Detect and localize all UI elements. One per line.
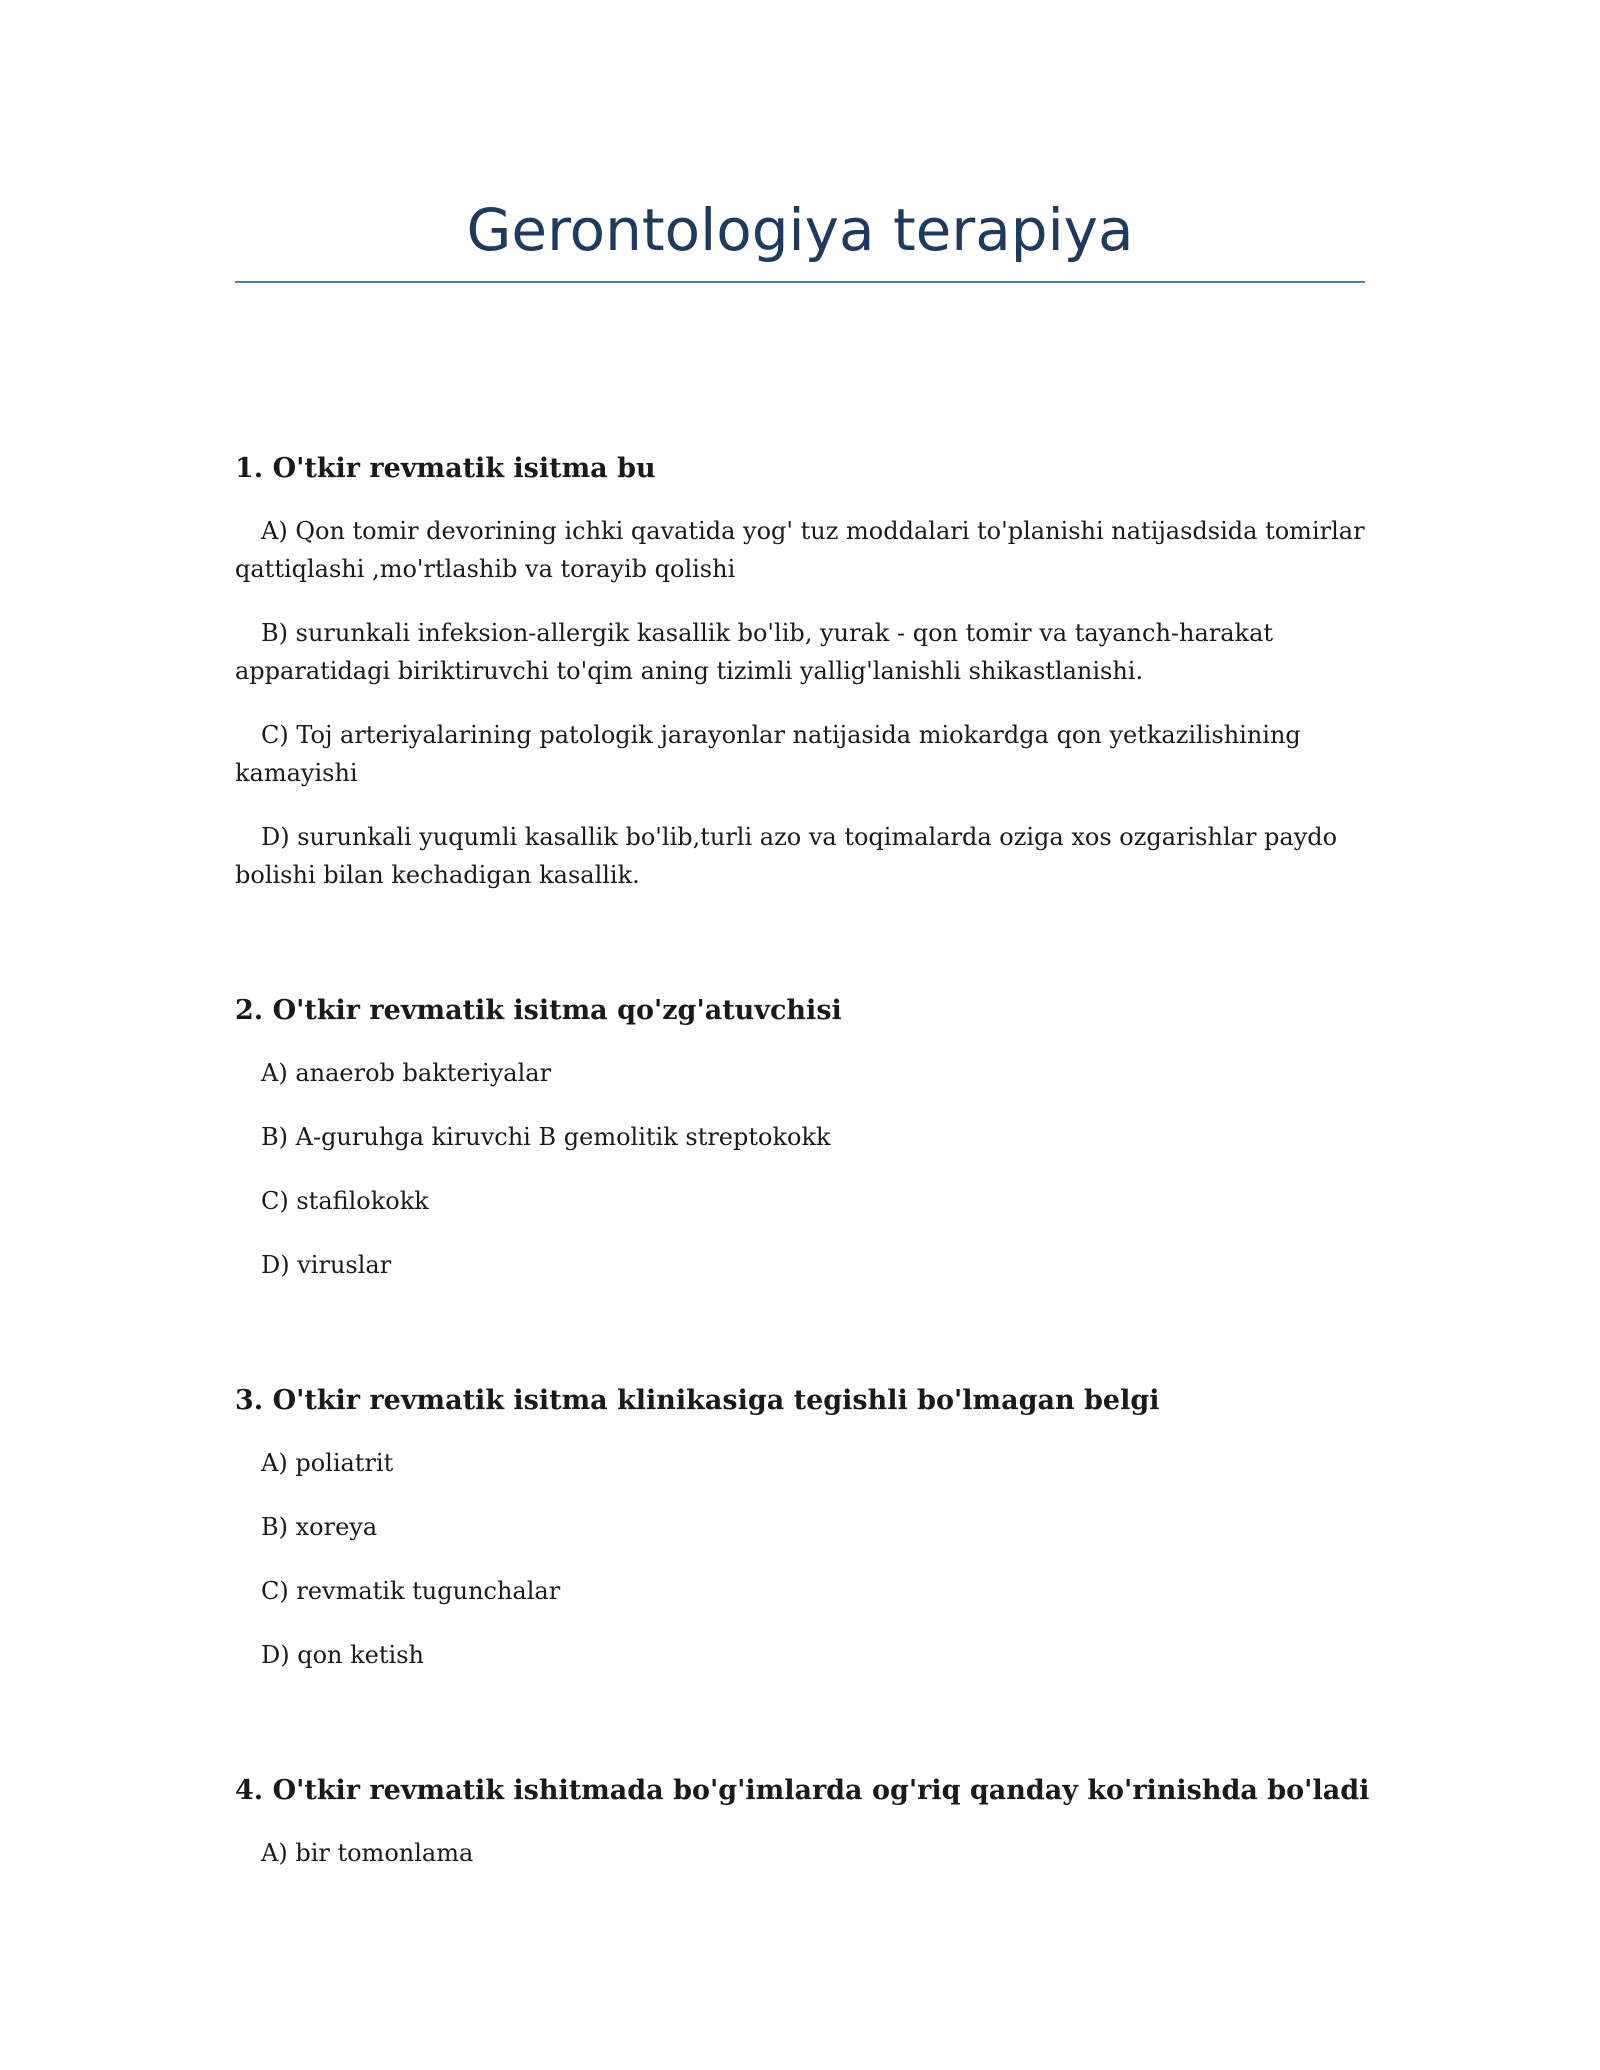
title-underline [235, 281, 1365, 283]
question-2 [235, 982, 1365, 1284]
spacer [235, 1310, 1365, 1372]
spacer [235, 920, 1365, 982]
question-title: 3. O'tkir revmatik isitma klinikasiga tegishli bo'lmagan belgi [235, 1385, 1160, 1416]
option-a: A) anaerob bakteriyalar [261, 1059, 552, 1087]
question-list [235, 440, 1370, 1898]
option-d: D) qon ketish [261, 1641, 424, 1669]
option-b: B) xoreya [261, 1513, 378, 1541]
option-a: A) Qon tomir devorining ichki qavatida yog' tuz moddalari to'planishi natijasdsida tomirlar qattiqlashi ,mo'rtlashib va torayib qolishi [235, 517, 1365, 583]
document-title: Gerontologiya terapiya [466, 196, 1134, 264]
option-b: B) A-guruhga kiruvchi B gemolitik streptokokk [261, 1123, 831, 1151]
option-a: A) poliatrit [261, 1449, 394, 1477]
question-4 [235, 1762, 1370, 1872]
spacer [235, 1700, 1365, 1762]
option-c: C) stafilokokk [261, 1187, 429, 1215]
question-title: 2. O'tkir revmatik isitma qo'zg'atuvchisi [235, 995, 842, 1026]
option-c: C) revmatik tugunchalar [261, 1577, 561, 1605]
question-3 [235, 1372, 1365, 1674]
option-d: D) viruslar [261, 1251, 392, 1279]
title-block [235, 185, 1365, 283]
option-a: A) bir tomonlama [261, 1839, 474, 1867]
option-b: B) surunkali infeksion-allergik kasallik bo'lib, yurak - qon tomir va tayanch-harakat apparatidagi biriktiruvchi to'qim aning tizimli yallig'lanishli shikastlanishi. [235, 619, 1274, 685]
option-d: D) surunkali yuqumli kasallik bo'lib,turli azo va toqimalarda oziga xos ozgarishlar paydo bolishi bilan kechadigan kasallik. [235, 823, 1338, 889]
question-title: 1. O'tkir revmatik isitma bu [235, 453, 656, 484]
question-title: 4. O'tkir revmatik ishitmada bo'g'imlarda og'riq qanday ko'rinishda bo'ladi [235, 1775, 1370, 1806]
option-c: C) Toj arteriyalarining patologik jarayonlar natijasida miokardga qon yetkazilishining kamayishi [235, 721, 1301, 787]
question-1 [235, 440, 1365, 894]
